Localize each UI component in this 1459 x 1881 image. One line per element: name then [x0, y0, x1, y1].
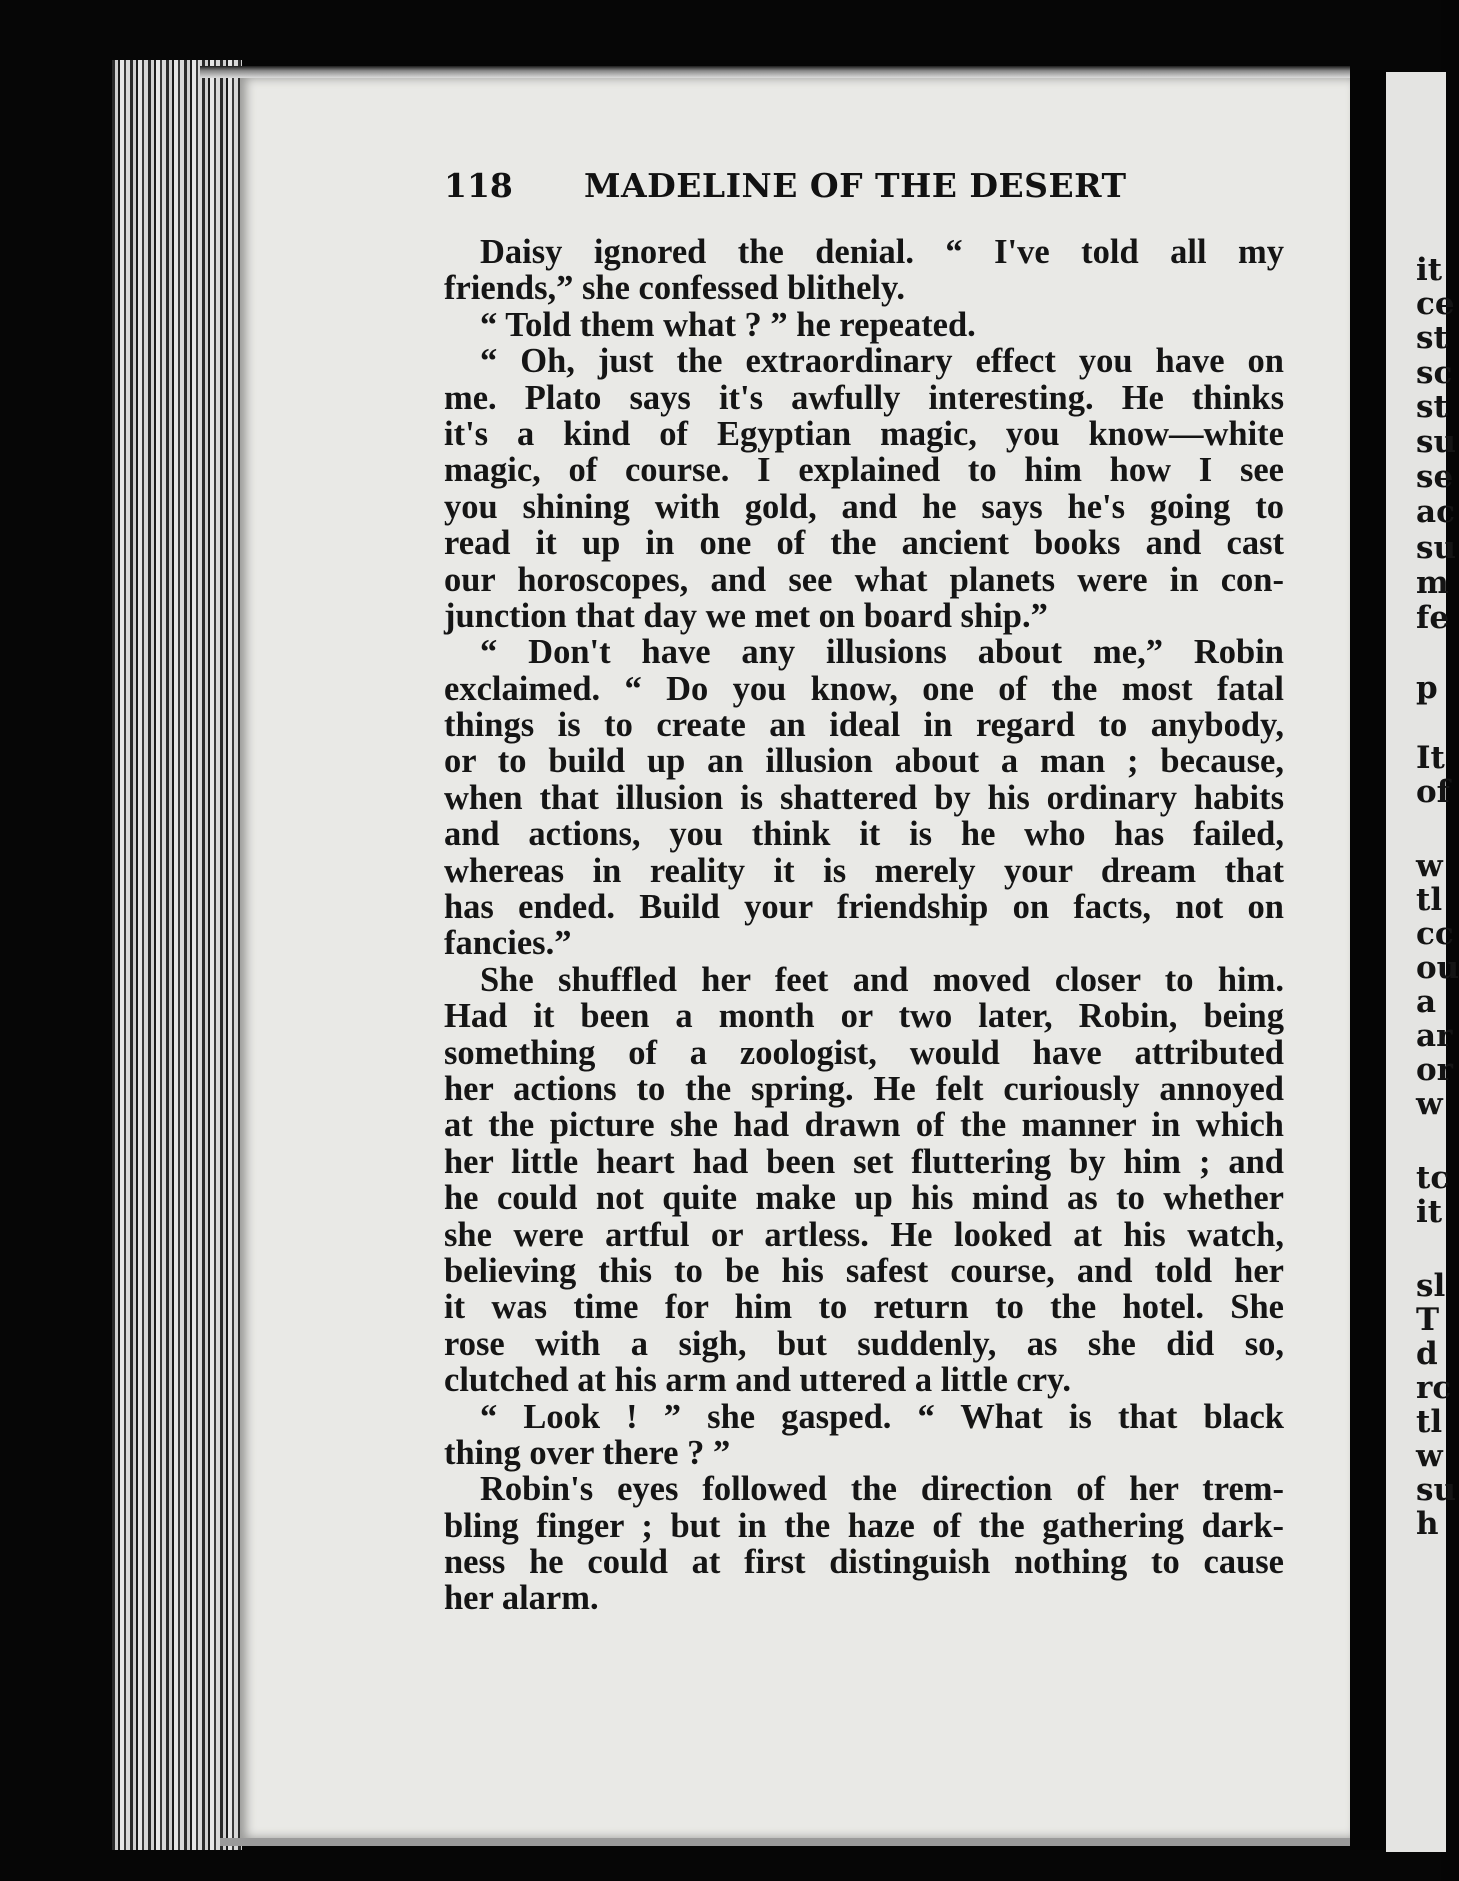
book-gutter [1350, 70, 1386, 1850]
facing-page-fragment: cc [1416, 916, 1454, 952]
text-line: “ Don't have any illusions about me,” Robin [480, 633, 1284, 672]
text-line: at the picture she had drawn of the manner in which [444, 1106, 1284, 1145]
facing-page-fragment: h [1416, 1506, 1439, 1542]
text-line: her little heart had been set fluttering by him ; and [444, 1142, 1284, 1181]
facing-page-fragment: tl [1416, 882, 1443, 918]
facing-page-fragment: sl [1416, 1268, 1446, 1304]
facing-page-fragment: p [1416, 670, 1438, 706]
facing-page-fragment: tc [1416, 1160, 1450, 1196]
text-line: her alarm. [444, 1579, 599, 1618]
text-line: he could not quite make up his mind as to whether [444, 1179, 1284, 1218]
page-bottom-edge [220, 1838, 1350, 1846]
text-line: “ Told them what ? ” he repeated. [480, 305, 976, 344]
text-line: it's a kind of Egyptian magic, you know—white [444, 414, 1284, 453]
text-line: her actions to the spring. He felt curiously annoyed [444, 1069, 1284, 1108]
facing-page-fragment: ce [1416, 286, 1455, 322]
facing-page-fragment: se [1416, 459, 1454, 495]
text-line: thing over there ? ” [444, 1433, 731, 1472]
facing-page-fragment: st [1416, 320, 1448, 356]
facing-page-fragment: tl [1416, 1404, 1443, 1440]
running-title: MADELINE OF THE DESERT [584, 166, 1127, 205]
text-line: me. Plato says it's awfully interesting. He thinks [444, 378, 1284, 417]
right-page-fragment [1386, 72, 1459, 1852]
text-line: and actions, you think it is he who has failed, [444, 815, 1284, 854]
text-line: rose with a sigh, but suddenly, as she did so, [444, 1324, 1284, 1363]
text-line: friends,” she confessed blithely. [444, 269, 905, 308]
body-text [444, 234, 1284, 1617]
facing-page-fragment: w [1416, 1438, 1443, 1474]
facing-page-fragment: st [1416, 389, 1448, 425]
facing-page-fragment: fe [1416, 600, 1450, 636]
facing-page-fragment: it [1416, 1194, 1443, 1230]
text-line: clutched at his arm and uttered a little cry. [444, 1361, 1071, 1400]
text-line: things is to create an ideal in regard to anybody, [444, 706, 1284, 745]
text-line: fancies.” [444, 924, 572, 963]
facing-page-fragment: w [1416, 1086, 1443, 1122]
facing-page-fragment: d [1416, 1336, 1438, 1372]
text-line: “ Oh, just the extraordinary effect you have on [480, 342, 1284, 381]
facing-page-fragment: m [1416, 565, 1449, 601]
text-line: Robin's eyes followed the direction of her trem- [480, 1470, 1284, 1509]
page-number: 118 [444, 166, 513, 205]
text-line: She shuffled her feet and moved closer to him. [480, 960, 1284, 999]
facing-page-fragment: T [1416, 1302, 1440, 1338]
text-line: Daisy ignored the denial. “ I've told all my [480, 233, 1284, 271]
facing-page-fragment: su [1416, 1472, 1456, 1508]
text-line: Had it been a month or two later, Robin, being [444, 997, 1284, 1036]
facing-page-fragment: ar [1416, 1018, 1453, 1054]
facing-page-fragment: a [1416, 984, 1437, 1020]
facing-page-fragment: of [1416, 774, 1451, 810]
facing-page-fragment: or [1416, 1052, 1454, 1088]
text-line: it was time for him to return to the hotel. She [444, 1288, 1284, 1327]
text-line: exclaimed. “ Do you know, one of the most fatal [444, 669, 1284, 708]
text-line: has ended. Build your friendship on facts, not on [444, 888, 1284, 927]
text-line: magic, of course. I explained to him how I see [444, 451, 1284, 490]
text-line: bling finger ; but in the haze of the gathering dark- [444, 1506, 1284, 1545]
facing-page-fragment: su [1416, 424, 1456, 460]
text-line: when that illusion is shattered by his ordinary habits [444, 778, 1284, 817]
text-line: “ Look ! ” she gasped. “ What is that black [480, 1397, 1284, 1436]
text-line: or to build up an illusion about a man ; because, [444, 742, 1284, 781]
book-page-edges [112, 60, 242, 1850]
text-line: believing this to be his safest course, and told her [444, 1251, 1284, 1290]
text-line: whereas in reality it is merely your dream that [444, 851, 1284, 890]
text-line: junction that day we met on board ship.” [444, 596, 1048, 635]
facing-page-fragment: rc [1416, 1370, 1452, 1406]
facing-page-fragment: w [1416, 848, 1443, 884]
page-header [444, 166, 1284, 210]
facing-page-fragment: sc [1416, 355, 1453, 391]
facing-page-fragment: ac [1416, 494, 1455, 530]
text-line: she were artful or artless. He looked at his watch, [444, 1215, 1284, 1254]
facing-page-fragment: It [1416, 740, 1445, 776]
text-line: something of a zoologist, would have attributed [444, 1033, 1284, 1072]
facing-page-fragment: ou [1416, 950, 1459, 986]
text-line: you shining with gold, and he says he's going to [444, 487, 1284, 526]
facing-page-fragment: su [1416, 530, 1456, 566]
text-line: our horoscopes, and see what planets were in con- [444, 560, 1284, 599]
page-top-edge [200, 66, 1350, 78]
facing-page-fragment: it [1416, 252, 1443, 288]
text-line: read it up in one of the ancient books and cast [444, 524, 1284, 563]
text-line: ness he could at first distinguish nothing to cause [444, 1543, 1284, 1582]
